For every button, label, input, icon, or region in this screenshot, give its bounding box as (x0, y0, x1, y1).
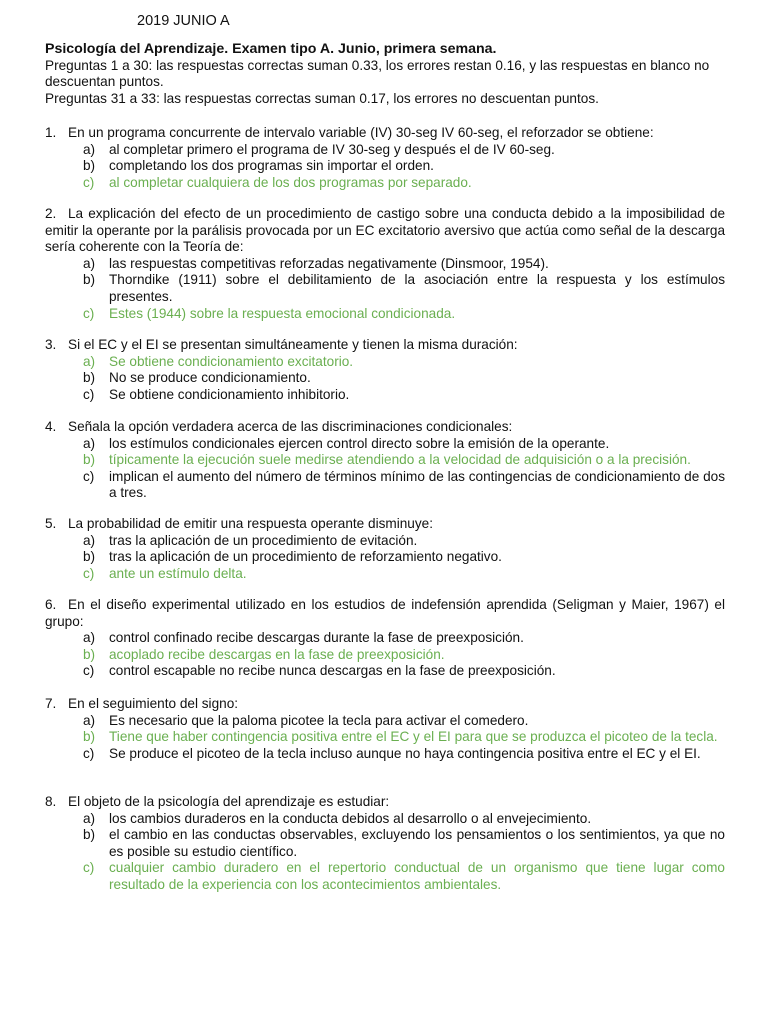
option-letter: c) (83, 860, 95, 876)
question-text (45, 125, 725, 142)
option-letter: b) (83, 827, 96, 843)
question-number: 2. (45, 206, 57, 221)
option-text: control escapable no recibe nunca descargas en la fase de preexposición. (109, 663, 556, 679)
option-letter: c) (83, 468, 95, 484)
option-text: acoplado recibe descargas en la fase de preexposición. (109, 646, 445, 662)
answer-option-a (45, 142, 725, 159)
question-5 (45, 516, 725, 582)
option-letter: c) (83, 386, 95, 402)
question-number: 3. (45, 337, 57, 352)
option-letter: b) (83, 158, 96, 174)
option-letter: c) (83, 174, 95, 190)
answer-option-b (45, 549, 725, 566)
option-text: Se obtiene condicionamiento excitatorio. (109, 353, 354, 369)
option-text: cualquier cambio duradero en el repertorio conductual de un organismo que tiene lugar como resultado de la experiencia con los acontecimientos ambientales. (109, 860, 725, 892)
answer-option-b (45, 827, 725, 860)
exam-year-label: 2019 JUNIO A (137, 13, 230, 29)
question-8 (45, 794, 725, 894)
option-text: Se obtiene condicionamiento inhibitorio. (109, 386, 350, 402)
option-letter: a) (83, 532, 96, 548)
answer-option-a (45, 630, 725, 647)
option-letter: b) (83, 549, 96, 565)
answer-option-a (45, 256, 725, 273)
question-stem: En el diseño experimental utilizado en los estudios de indefensión aprendida (Seligman y Maier, 1967) el grupo: (45, 597, 725, 629)
answer-option-b (45, 272, 725, 305)
option-text: el cambio en las conductas observables, excluyendo los pensamientos o los sentimientos, ya que no es posible su estudio científico. (109, 827, 725, 859)
option-letter: a) (83, 435, 96, 451)
option-text: No se produce condicionamiento. (109, 370, 311, 386)
option-letter: a) (83, 141, 96, 157)
option-text: al completar cualquiera de los dos programas por separado. (109, 174, 472, 190)
answer-option-c-correct (45, 175, 725, 192)
question-text (45, 794, 725, 811)
option-letter: b) (83, 452, 96, 468)
question-number: 8. (45, 794, 57, 809)
answer-option-b-correct (45, 452, 725, 469)
answer-options (45, 713, 725, 763)
question-number: 6. (45, 597, 57, 612)
scoring-rules-31-33: Preguntas 31 a 33: las respuestas correctas suman 0.17, los errores no descuentan puntos. (45, 90, 599, 106)
answer-option-c (45, 746, 725, 763)
answer-option-c (45, 469, 725, 502)
question-stem: La explicación del efecto de un procedimiento de castigo sobre una conducta debido a la imposibilidad de emitir la operante por la parálisis provocada por un EC excitatorio aversivo que actúa como señal de la descarga sería coherente con la Teoría de: (45, 206, 725, 255)
option-letter: c) (83, 305, 95, 321)
answer-options (45, 533, 725, 583)
question-text (45, 696, 725, 713)
option-text: típicamente la ejecución suele medirse atendiendo a la velocidad de adquisición o a la precisión. (109, 452, 691, 468)
question-text (45, 419, 725, 436)
option-letter: c) (83, 663, 95, 679)
option-letter: c) (83, 745, 95, 761)
question-7 (45, 696, 725, 762)
question-number: 5. (45, 516, 57, 531)
answer-options (45, 630, 725, 680)
answer-option-a-correct (45, 354, 725, 371)
question-1 (45, 125, 725, 191)
option-text: tras la aplicación de un procedimiento de evitación. (109, 532, 418, 548)
option-text: Estes (1944) sobre la respuesta emocional condicionada. (109, 305, 456, 321)
option-text: tras la aplicación de un procedimiento de reforzamiento negativo. (109, 549, 502, 565)
question-stem: En un programa concurrente de intervalo variable (IV) 30-seg IV 60-seg, el reforzador se obtiene: (68, 125, 654, 140)
option-letter: b) (83, 729, 96, 745)
answer-options (45, 436, 725, 502)
option-letter: b) (83, 272, 96, 288)
question-3 (45, 337, 725, 403)
answer-options (45, 354, 725, 404)
option-letter: b) (83, 646, 96, 662)
option-text: Thorndike (1911) sobre el debilitamiento de la asociación entre la respuesta y los estímulos presentes. (109, 272, 725, 304)
option-text: implican el aumento del número de términos mínimo de las contingencias de condicionamiento de dos a tres. (109, 468, 725, 501)
answer-options (45, 142, 725, 192)
answer-options (45, 811, 725, 894)
option-text: al completar primero el programa de IV 30-seg y después el de IV 60-seg. (109, 141, 555, 157)
answer-option-c (45, 387, 725, 404)
question-number: 7. (45, 696, 57, 711)
option-text: Tiene que haber contingencia positiva entre el EC y el EI para que se produzca el picoteo de la tecla. (109, 729, 718, 745)
option-text: Es necesario que la paloma picotee la tecla para activar el comedero. (109, 712, 529, 728)
option-letter: a) (83, 712, 96, 728)
question-stem: La probabilidad de emitir una respuesta operante disminuye: (68, 516, 433, 531)
question-6 (45, 597, 725, 680)
option-text: los estímulos condicionales ejercen control directo sobre la emisión de la operante. (109, 435, 610, 451)
question-text (45, 597, 725, 630)
question-stem: El objeto de la psicología del aprendizaje es estudiar: (68, 794, 390, 809)
option-text: completando los dos programas sin importar el orden. (109, 158, 434, 174)
answer-option-b-correct (45, 729, 725, 746)
answer-options (45, 256, 725, 322)
option-text: Se produce el picoteo de la tecla incluso aunque no haya contingencia positiva entre el EC y el EI. (109, 745, 701, 761)
option-text: control confinado recibe descargas durante la fase de preexposición. (109, 630, 524, 646)
question-number: 1. (45, 125, 57, 140)
answer-option-b (45, 158, 725, 175)
option-text: ante un estímulo delta. (109, 565, 247, 581)
answer-option-c (45, 663, 725, 680)
option-letter: a) (83, 630, 96, 646)
answer-option-b (45, 370, 725, 387)
option-text: los cambios duraderos en la conducta debidos al desarrollo o al envejecimiento. (109, 810, 592, 826)
answer-option-c-correct (45, 566, 725, 583)
question-2 (45, 206, 725, 322)
option-letter: a) (83, 255, 96, 271)
answer-option-b-correct (45, 647, 725, 664)
question-text (45, 337, 725, 354)
option-letter: b) (83, 370, 96, 386)
question-stem: Si el EC y el EI se presentan simultáneamente y tienen la misma duración: (68, 337, 518, 352)
exam-title: Psicología del Aprendizaje. Examen tipo A. Junio, primera semana. (45, 41, 497, 57)
question-text (45, 516, 725, 533)
question-4 (45, 419, 725, 502)
question-stem: Señala la opción verdadera acerca de las discriminaciones condicionales: (68, 419, 513, 434)
answer-option-a (45, 713, 725, 730)
question-text (45, 206, 725, 256)
answer-option-a (45, 811, 725, 828)
exam-instructions (45, 41, 725, 107)
question-stem: En el seguimiento del signo: (68, 696, 239, 711)
answer-option-c-correct (45, 306, 725, 323)
question-number: 4. (45, 419, 57, 434)
option-letter: a) (83, 353, 96, 369)
scoring-rules-1-30: Preguntas 1 a 30: las respuestas correctas suman 0.33, los errores restan 0.16, y las respuestas en blanco no descuentan puntos. (45, 57, 710, 90)
option-letter: c) (83, 565, 95, 581)
answer-option-a (45, 533, 725, 550)
option-letter: a) (83, 810, 96, 826)
answer-option-a (45, 436, 725, 453)
answer-option-c-correct (45, 860, 725, 893)
option-text: las respuestas competitivas reforzadas negativamente (Dinsmoor, 1954). (109, 255, 549, 271)
